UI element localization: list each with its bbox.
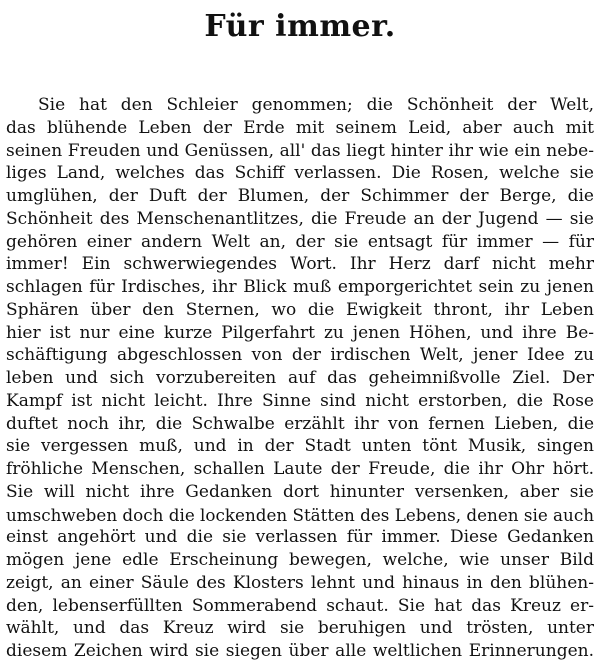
article-body bbox=[6, 94, 594, 663]
text-line: Kampf ist nicht leicht. Ihre Sinne sind nicht erstorben, die Rose bbox=[6, 390, 594, 411]
page-title: Für immer. bbox=[204, 9, 396, 44]
text-line: immer! Ein schwerwiegendes Wort. Ihr Herz darf nicht mehr bbox=[6, 254, 594, 275]
text-line: duftet noch ihr, die Schwalbe erzählt ihr von fernen Lieben, die bbox=[6, 413, 594, 434]
text-line: leben und sich vorzubereiten auf das geheimnißvolle Ziel. Der bbox=[6, 368, 594, 388]
text-line: sie vergessen muß, und in der Stadt unten tönt Musik, singen bbox=[6, 436, 594, 457]
text-line: wählt, und das Kreuz wird sie beruhigen und trösten, unter bbox=[6, 618, 594, 639]
text-line: Sie hat den Schleier genommen; die Schönheit der Welt, bbox=[38, 95, 594, 115]
text-line: umglühen, der Duft der Blumen, der Schimmer der Berge, die bbox=[6, 186, 594, 206]
text-line: hier ist nur eine kurze Pilgerfahrt zu jenen Höhen, und ihre Be- bbox=[6, 322, 594, 343]
text-line: gehören einer andern Welt an, der sie entsagt für immer — für bbox=[6, 231, 594, 252]
text-line: seinen Freuden und Genüssen, all' das liegt hinter ihr wie ein nebe- bbox=[6, 140, 594, 161]
text-line: den, lebenserfüllten Sommerabend schaut. Sie hat das Kreuz er- bbox=[6, 595, 594, 616]
text-line: Schönheit des Menschenantlitzes, die Freude an der Jugend — sie bbox=[6, 208, 594, 229]
text-line: liges Land, welches das Schiff verlassen. Die Rosen, welche sie bbox=[6, 163, 594, 184]
text-line: schäftigung abgeschlossen von der irdischen Welt, jener Idee zu bbox=[6, 345, 594, 366]
text-line: umschweben doch die lockenden Stätten des Lebens, denen sie auch bbox=[6, 504, 594, 525]
text-line: schlagen für Irdisches, ihr Blick muß emporgerichtet sein zu jenen bbox=[6, 277, 594, 297]
text-line: fröhliche Menschen, schallen Laute der Freude, die ihr Ohr hört. bbox=[6, 459, 594, 479]
text-line: Sphären über den Sternen, wo die Ewigkeit thront, ihr Leben bbox=[6, 299, 594, 320]
text-line: einst angehört und die sie verlassen für immer. Diese Gedanken bbox=[6, 527, 594, 548]
text-line: das blühende Leben der Erde mit seinem Leid, aber auch mit bbox=[6, 117, 594, 138]
text-line: zeigt, an einer Säule des Klosters lehnt und hinaus in den blühen- bbox=[6, 572, 594, 593]
text-line: Sie will nicht ihre Gedanken dort hinunter versenken, aber sie bbox=[6, 481, 594, 502]
text-line: diesem Zeichen wird sie siegen über alle weltlichen Erinnerungen. bbox=[6, 641, 594, 661]
text-line: mögen jene edle Erscheinung bewegen, welche, wie unser Bild bbox=[6, 550, 594, 570]
